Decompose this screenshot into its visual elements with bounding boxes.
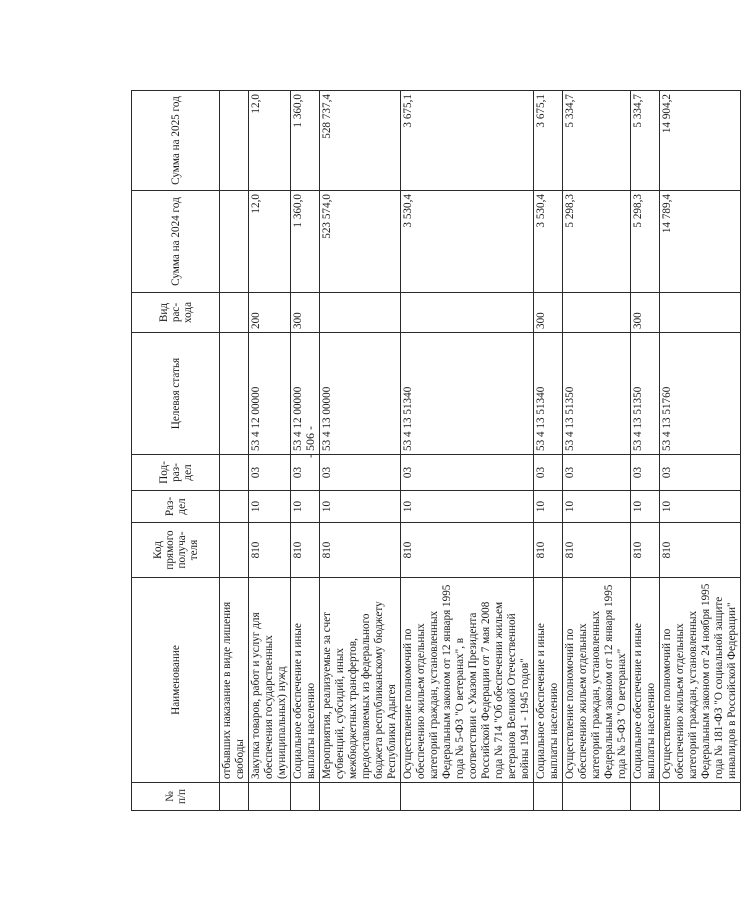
row-subsection: 03	[249, 455, 291, 491]
row-expense-type	[220, 293, 249, 333]
row-name: Закупка товаров, работ и услуг для обеспечения государственных (муниципальных) нужд	[249, 578, 291, 783]
row-sum-2025	[220, 91, 249, 191]
table-row	[534, 91, 563, 811]
row-article: 53 4 13 51350	[631, 333, 660, 455]
row-section: 10	[249, 491, 291, 523]
row-num	[249, 783, 291, 811]
row-article: 53 4 13 00000	[320, 333, 401, 455]
row-section: 10	[631, 491, 660, 523]
header-article: Целевая статья	[132, 333, 220, 455]
row-name: Социальное обеспечение и иные выплаты населению	[291, 578, 320, 783]
header-section: Раз-дел	[132, 491, 220, 523]
row-article: 53 4 13 51340	[401, 333, 534, 455]
row-section: 10	[660, 491, 741, 523]
row-name: Мероприятия, реализуемые за счет субвенций, субсидий, иных межбюджетных трансфертов, предоставляемых из федерального бюджета республиканскому бюджету Республики Адыгея	[320, 578, 401, 783]
row-num	[220, 783, 249, 811]
row-subsection: 03	[291, 455, 320, 491]
row-code: 810	[534, 523, 563, 578]
row-sum-2024: 12,0	[249, 191, 291, 293]
row-expense-type	[563, 293, 631, 333]
row-expense-type: 300	[631, 293, 660, 333]
row-sum-2024: 5 298,3	[563, 191, 631, 293]
row-name: Социальное обеспечение и иные выплаты населению	[631, 578, 660, 783]
row-name: Осуществление полномочий по обеспечению жильем отдельных категорий граждан, установленных Федеральным законом от 12 января 1995 года № 5-ФЗ "О ветеранах", в соответствии с Указом Президента Российской Федерации от 7 мая 2008 года № 714 "Об обеспечении жильем ветеранов Великой Отечественной войны 1941 - 1945 годов"	[401, 578, 534, 783]
row-section	[220, 491, 249, 523]
row-section: 10	[291, 491, 320, 523]
row-expense-type: 300	[534, 293, 563, 333]
row-num	[660, 783, 741, 811]
row-section: 10	[563, 491, 631, 523]
row-expense-type	[320, 293, 401, 333]
row-expense-type: 300	[291, 293, 320, 333]
row-article: 53 4 13 51340	[534, 333, 563, 455]
page-number: - 506 -	[303, 426, 317, 458]
row-sum-2024: 14 789,4	[660, 191, 741, 293]
row-code: 810	[249, 523, 291, 578]
row-sum-2024	[220, 191, 249, 293]
row-code: 810	[660, 523, 741, 578]
row-num	[563, 783, 631, 811]
row-code: 810	[291, 523, 320, 578]
row-article: 53 4 13 51760	[660, 333, 741, 455]
row-sum-2024: 3 530,4	[534, 191, 563, 293]
row-sum-2025: 5 334,7	[563, 91, 631, 191]
row-name: Осуществление полномочий по обеспечению жильем отдельных категорий граждан, установленных Федеральным законом от 12 января 1995 года № 5-ФЗ "О ветеранах"	[563, 578, 631, 783]
row-section: 10	[534, 491, 563, 523]
table-row	[563, 91, 631, 811]
row-code: 810	[563, 523, 631, 578]
header-num: № п/п	[132, 783, 220, 811]
row-name: отбывших наказание в виде лишения свободы	[220, 578, 249, 783]
row-code	[220, 523, 249, 578]
row-sum-2024: 1 360,0	[291, 191, 320, 293]
row-sum-2025: 14 904,2	[660, 91, 741, 191]
row-section: 10	[401, 491, 534, 523]
row-expense-type	[401, 293, 534, 333]
row-subsection: 03	[534, 455, 563, 491]
row-sum-2025: 3 675,1	[534, 91, 563, 191]
row-article: 53 4 12 00000	[291, 333, 320, 455]
row-sum-2025: 5 334,7	[631, 91, 660, 191]
row-sum-2025: 1 360,0	[291, 91, 320, 191]
row-code: 810	[320, 523, 401, 578]
header-expense-type: Вид рас-хода	[132, 293, 220, 333]
header-sum-2025: Сумма на 2025 год	[132, 91, 220, 191]
row-sum-2024: 3 530,4	[401, 191, 534, 293]
row-sum-2025: 528 737,4	[320, 91, 401, 191]
table-row	[660, 91, 741, 811]
row-num	[320, 783, 401, 811]
row-article: 53 4 12 00000	[249, 333, 291, 455]
row-expense-type	[660, 293, 741, 333]
header-subsection: Под-раз-дел	[132, 455, 220, 491]
row-expense-type: 200	[249, 293, 291, 333]
row-sum-2025: 12,0	[249, 91, 291, 191]
row-num	[291, 783, 320, 811]
row-subsection: 03	[563, 455, 631, 491]
row-code: 810	[401, 523, 534, 578]
row-article	[220, 333, 249, 455]
table-row	[401, 91, 534, 811]
row-sum-2025: 3 675,1	[401, 91, 534, 191]
row-code: 810	[631, 523, 660, 578]
row-subsection: 03	[660, 455, 741, 491]
row-num	[534, 783, 563, 811]
header-sum-2024: Сумма на 2024 год	[132, 191, 220, 293]
row-sum-2024: 5 298,3	[631, 191, 660, 293]
header-code: Код прямого получа-теля	[132, 523, 220, 578]
row-subsection	[220, 455, 249, 491]
table-row	[320, 91, 401, 811]
row-name: Социальное обеспечение и иные выплаты населению	[534, 578, 563, 783]
header-name: Наименование	[132, 578, 220, 783]
table-row	[249, 91, 291, 811]
row-section: 10	[320, 491, 401, 523]
row-name: Осуществление полномочий по обеспечению жильем отдельных категорий граждан, установленных Федеральным законом от 24 ноября 1995 года № 181-ФЗ "О социальной защите инвалидов в Российской Федерации"	[660, 578, 741, 783]
row-subsection: 03	[320, 455, 401, 491]
row-subsection: 03	[631, 455, 660, 491]
table-row	[631, 91, 660, 811]
budget-table	[131, 90, 741, 811]
budget-table-wrapper	[131, 91, 738, 811]
row-subsection: 03	[401, 455, 534, 491]
row-sum-2024: 523 574,0	[320, 191, 401, 293]
row-num	[631, 783, 660, 811]
table-row	[291, 91, 320, 811]
row-num	[401, 783, 534, 811]
row-article: 53 4 13 51350	[563, 333, 631, 455]
table-header-row	[132, 91, 220, 811]
table-row	[220, 91, 249, 811]
